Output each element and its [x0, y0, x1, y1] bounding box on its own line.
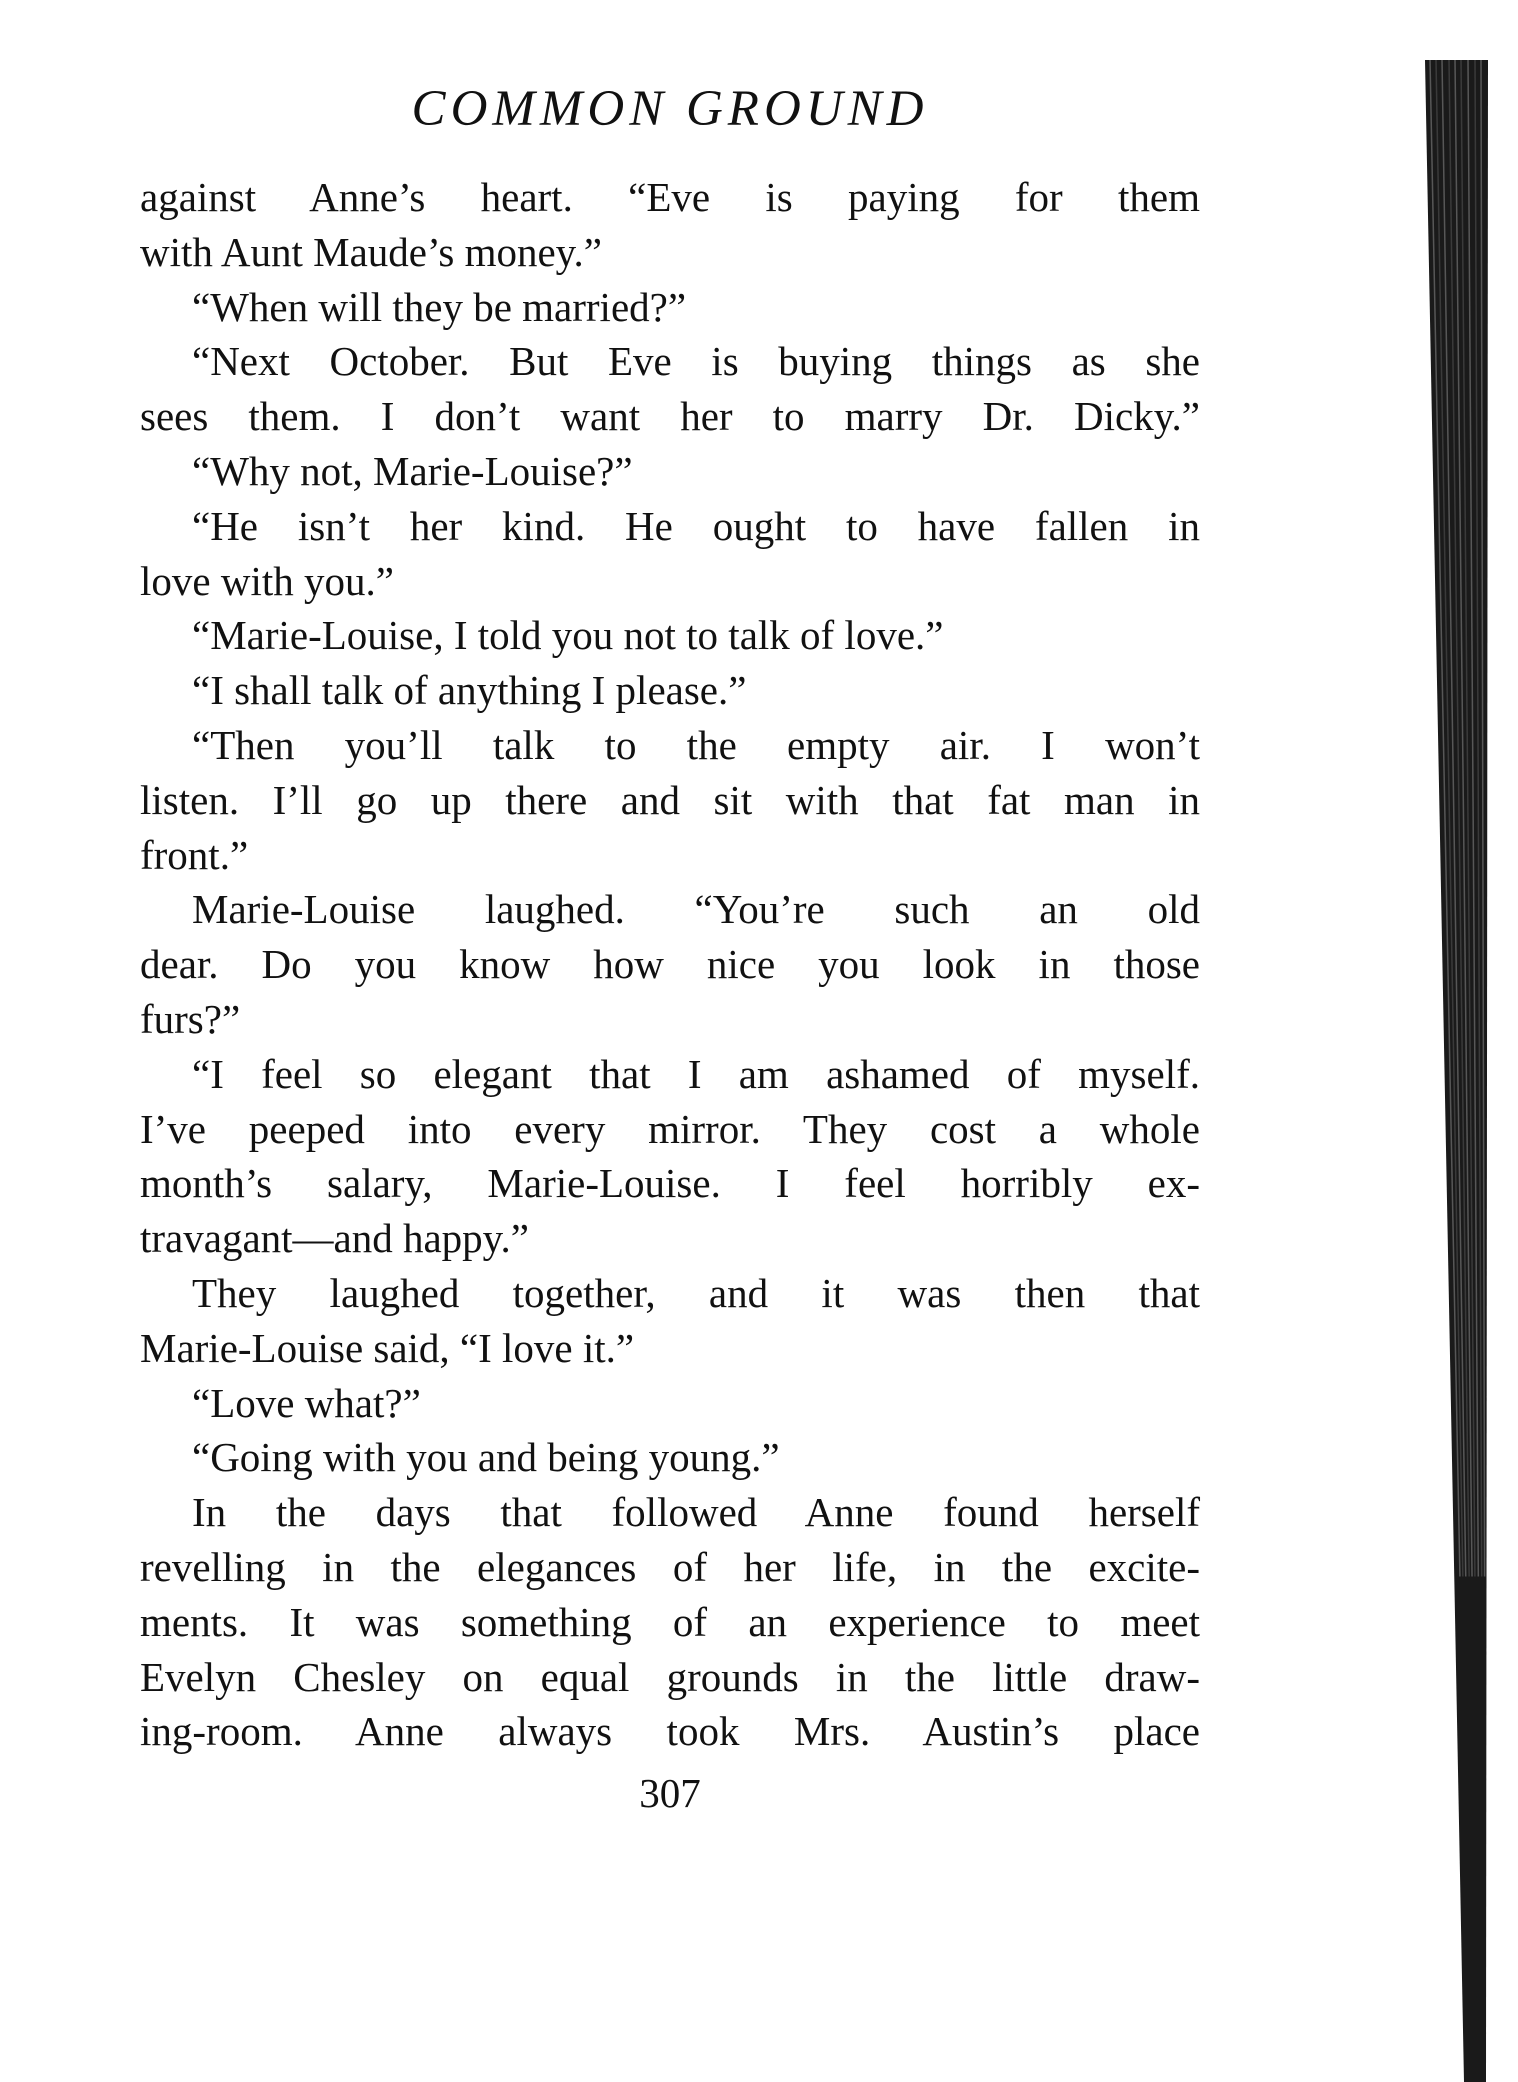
- text-line: “Going with you and being young.”: [192, 1434, 780, 1481]
- text-line: love with you.”: [140, 557, 394, 604]
- text-line: Marie-Louise laughed. “You’re such an old: [192, 886, 1200, 933]
- text-line: They laughed together, and it was then that: [192, 1269, 1200, 1316]
- text-line: “He isn’t her kind. He ought to have fallen in: [192, 502, 1200, 549]
- text-line: dear. Do you know how nice you look in those: [140, 941, 1200, 988]
- text-line: sees them. I don’t want her to marry Dr. Dicky.”: [140, 393, 1200, 440]
- text-line: furs?”: [140, 995, 241, 1042]
- text-line: month’s salary, Marie-Louise. I feel horribly ex-: [140, 1160, 1200, 1207]
- text-line: “Marie-Louise, I told you not to talk of love.”: [192, 612, 944, 659]
- text-line: “Why not, Marie-Louise?”: [192, 447, 633, 494]
- text-line: “I feel so elegant that I am ashamed of myself.: [192, 1050, 1200, 1097]
- text-line: front.”: [140, 831, 249, 878]
- text-line: “I shall talk of anything I please.”: [192, 667, 747, 714]
- text-line: ments. It was something of an experience to meet: [140, 1598, 1200, 1645]
- text-line: In the days that followed Anne found herself: [192, 1489, 1200, 1536]
- page-number: 307: [639, 1770, 701, 1816]
- text-line: “Then you’ll talk to the empty air. I won’t: [192, 721, 1200, 768]
- text-line: against Anne’s heart. “Eve is paying for them: [140, 174, 1200, 220]
- text-line: Marie-Louise said, “I love it.”: [140, 1324, 635, 1371]
- text-line: listen. I’ll go up there and sit with that fat man in: [140, 776, 1200, 823]
- text-line: “When will they be married?”: [192, 283, 687, 330]
- body-text: [140, 170, 1200, 1759]
- running-head: COMMON GROUND: [411, 81, 929, 137]
- text-line: with Aunt Maude’s money.”: [140, 228, 602, 275]
- text-line: travagant—and happy.”: [140, 1215, 529, 1262]
- gutter-shadow-shape: [1425, 60, 1488, 2082]
- binding-gutter-shadow: [1420, 60, 1490, 2082]
- text-line: revelling in the elegances of her life, in the excite-: [140, 1543, 1200, 1590]
- text-line: Evelyn Chesley on equal grounds in the little draw-: [140, 1653, 1200, 1700]
- text-line: I’ve peeped into every mirror. They cost a whole: [140, 1105, 1200, 1152]
- text-line: “Next October. But Eve is buying things as she: [192, 338, 1200, 385]
- text-line: ing-room. Anne always took Mrs. Austin’s place: [140, 1708, 1200, 1755]
- text-line: “Love what?”: [192, 1379, 421, 1426]
